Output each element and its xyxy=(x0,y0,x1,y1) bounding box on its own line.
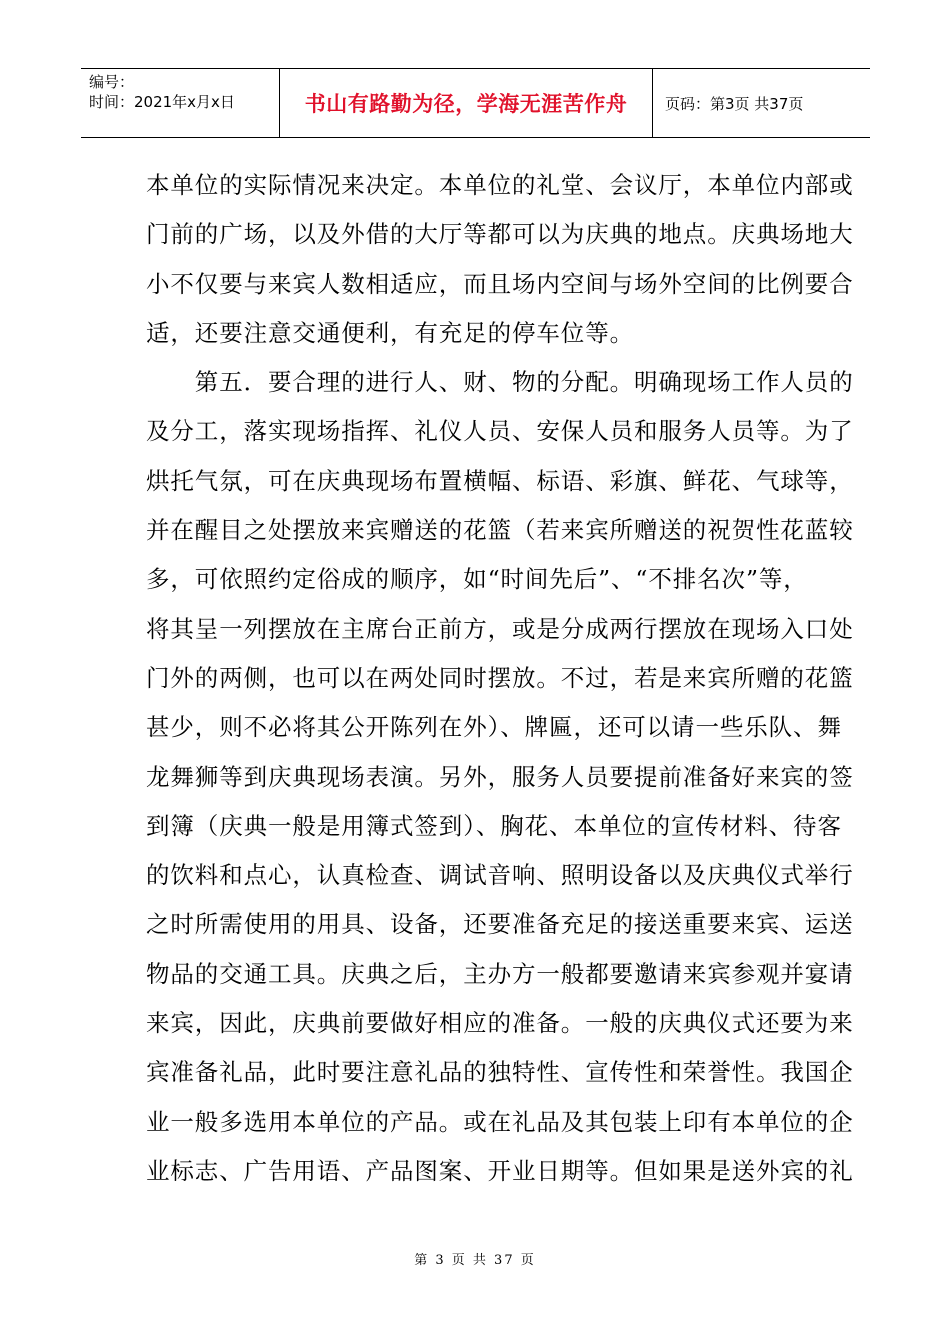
body-line: 适，还要注意交通便利，有充足的停车位等。 xyxy=(146,318,634,347)
body-line: 门外的两侧，也可以在两处同时摆放。不过，若是来宾所赠的花篮 xyxy=(146,663,854,692)
body-line: 物品的交通工具。庆典之后，主办方一般都要邀请来宾参观并宴请 xyxy=(146,959,854,988)
body-line: 之时所需使用的用具、设备，还要准备充足的接送重要来宾、运送 xyxy=(146,910,854,939)
body-line: 第五．要合理的进行人、财、物的分配。明确现场工作人员的 xyxy=(146,368,854,397)
document-time-label: 时间：2021年x月x日 xyxy=(89,93,235,111)
body-line: 烘托气氛，可在庆典现场布置横幅、标语、彩旗、鲜花、气球等， xyxy=(146,466,854,495)
body-line: 宾准备礼品，此时要注意礼品的独特性、宣传性和荣誉性。我国企 xyxy=(146,1058,854,1087)
body-line: 并在醒目之处摆放来宾赠送的花篮（若来宾所赠送的祝贺性花蓝较 xyxy=(146,516,854,545)
body-line: 龙舞狮等到庆典现场表演。另外，服务人员要提前准备好来宾的签 xyxy=(146,762,854,791)
header-page-info: 页码：第3页 共37页 xyxy=(665,94,804,113)
document-number-label: 编号： xyxy=(89,73,135,91)
body-line: 门前的广场，以及外借的大厅等都可以为庆典的地点。庆典场地大 xyxy=(146,220,854,249)
body-line: 及分工，落实现场指挥、礼仪人员、安保人员和服务人员等。为了 xyxy=(146,417,854,446)
body-line: 多，可依照约定俗成的顺序，如“时间先后”、“不排名次”等， xyxy=(146,565,808,594)
header-motto: 书山有路勤为径，学海无涯苦作舟 xyxy=(280,69,653,137)
body-line: 本单位的实际情况来决定。本单位的礼堂、会议厅，本单位内部或 xyxy=(146,171,854,199)
document-body xyxy=(146,161,854,1196)
body-line: 将其呈一列摆放在主席台正前方，或是分成两行摆放在现场入口处 xyxy=(146,614,854,643)
body-line: 业一般多选用本单位的产品。或在礼品及其包装上印有本单位的企 xyxy=(146,1107,854,1136)
body-line: 到簿（庆典一般是用簿式签到）、胸花、本单位的宣传材料、待客 xyxy=(146,811,842,840)
body-line: 来宾，因此，庆典前要做好相应的准备。一般的庆典仪式还要为来 xyxy=(146,1009,854,1038)
body-line: 小不仅要与来宾人数相适应，而且场内空间与场外空间的比例要合 xyxy=(146,269,854,298)
header-meta xyxy=(81,69,280,137)
page-footer: 第 3 页 共 37 页 xyxy=(414,1253,536,1268)
body-line: 甚少，则不必将其公开陈列在外）、牌匾，还可以请一些乐队、舞 xyxy=(146,713,842,742)
page-header xyxy=(81,68,870,138)
body-line: 的饮料和点心，认真检查、调试音响、照明设备以及庆典仪式举行 xyxy=(146,861,854,890)
body-line: 业标志、广告用语、产品图案、开业日期等。但如果是送外宾的礼 xyxy=(146,1156,854,1185)
